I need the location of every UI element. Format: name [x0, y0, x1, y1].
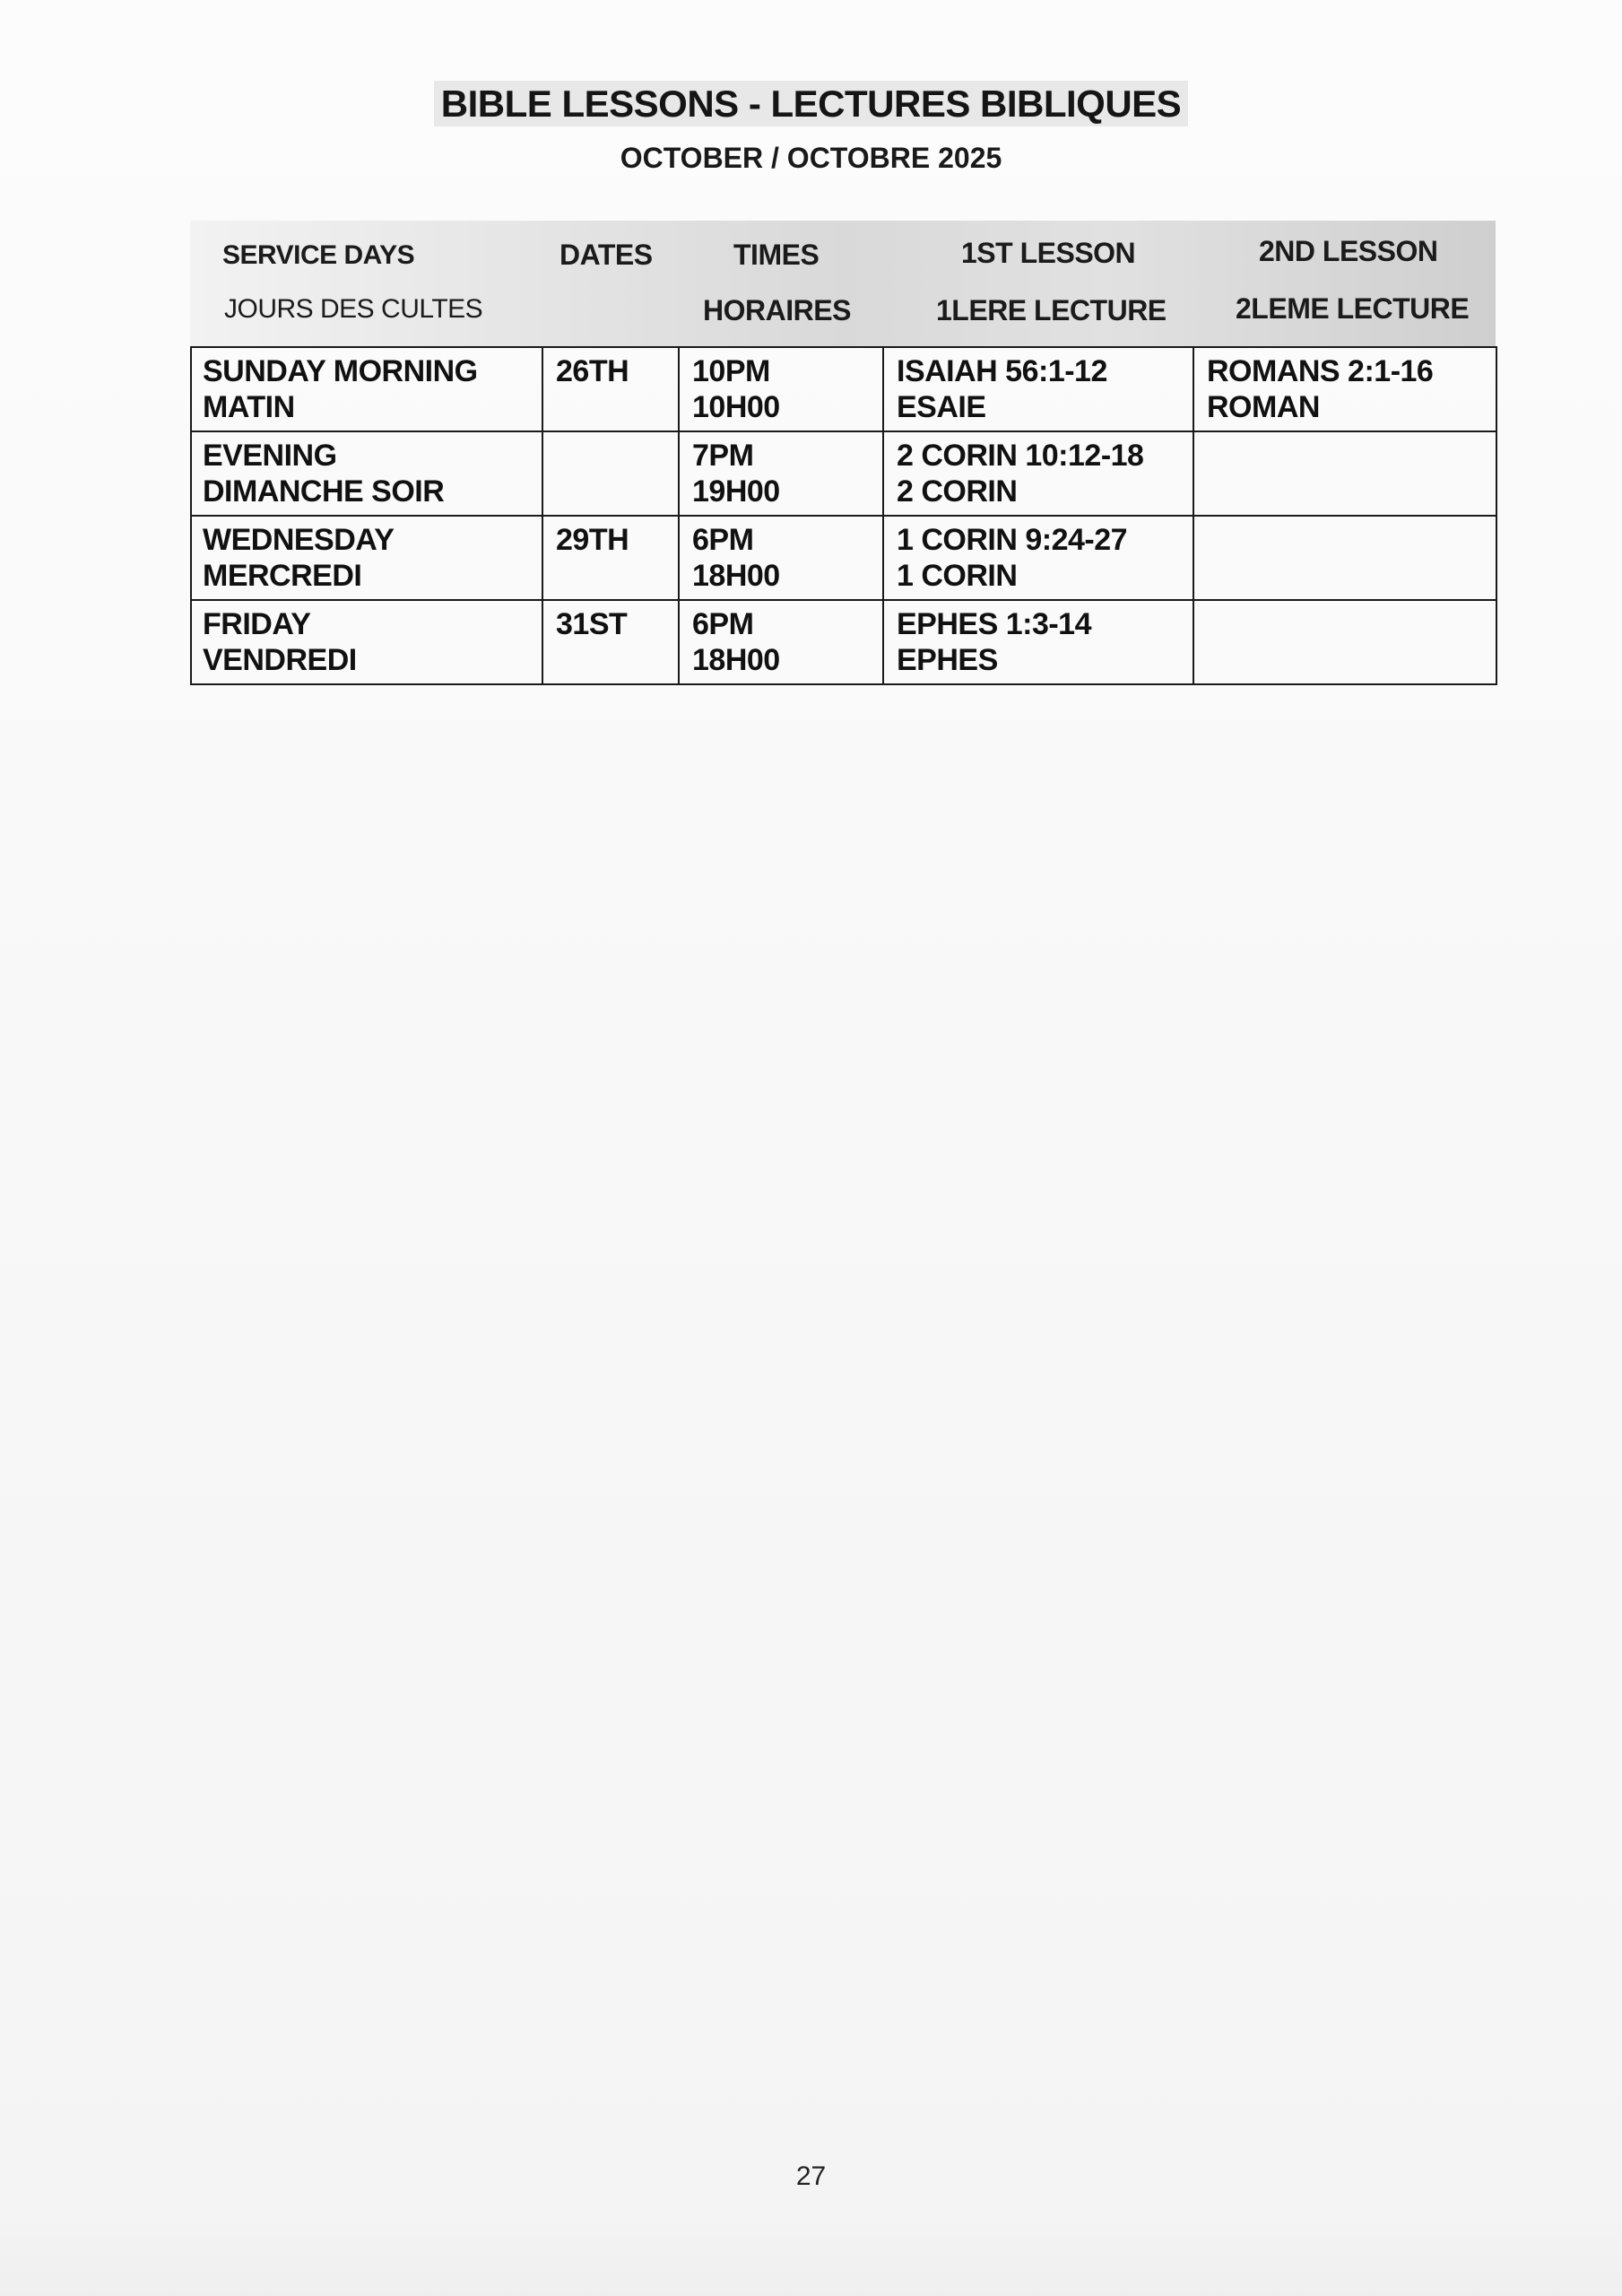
cell-service-day	[191, 431, 542, 516]
first-lesson-en: 1 CORIN 9:24-27	[897, 523, 1128, 557]
day-en: SUNDAY MORNING	[203, 354, 478, 388]
lessons-table	[190, 346, 1497, 685]
time-fr: 10H00	[692, 390, 780, 424]
day-en: WEDNESDAY	[203, 523, 395, 557]
cell-time	[679, 347, 883, 431]
table-row	[191, 431, 1496, 516]
time-en: 10PM	[692, 354, 770, 388]
header-times-fr: HORAIRES	[703, 294, 851, 326]
time-fr: 18H00	[692, 559, 780, 593]
header-service-days-fr: JOURS DES CULTES	[224, 294, 483, 324]
first-lesson-fr: ESAIE	[897, 390, 986, 424]
cell-date: 29TH	[542, 516, 679, 600]
cell-first-lesson	[883, 600, 1193, 684]
document-title	[0, 83, 1622, 126]
cell-service-day	[191, 600, 542, 684]
cell-date	[542, 431, 679, 516]
document-title-text: BIBLE LESSONS - LECTURES BIBLIQUES	[434, 81, 1188, 126]
header-second-lesson: 2ND LESSON	[1259, 235, 1438, 267]
header-first-lesson-fr: 1LERE LECTURE	[936, 294, 1167, 326]
cell-service-day	[191, 347, 542, 431]
first-lesson-en: ISAIAH 56:1-12	[897, 354, 1107, 388]
time-en: 6PM	[692, 607, 754, 641]
day-fr: MATIN	[203, 390, 295, 424]
header-second-lesson-fr: 2LEME LECTURE	[1236, 292, 1470, 325]
header-times: TIMES	[733, 239, 820, 271]
first-lesson-fr: 1 CORIN	[897, 559, 1018, 593]
page-edge-shadow	[0, 2206, 1622, 2296]
page-number: 27	[795, 2161, 827, 2191]
day-en: FRIDAY	[203, 607, 311, 641]
table-row	[191, 347, 1496, 431]
second-lesson-fr: ROMAN	[1207, 390, 1320, 424]
header-dates: DATES	[559, 239, 653, 271]
table-row	[191, 516, 1496, 600]
first-lesson-en: EPHES 1:3-14	[897, 607, 1091, 641]
first-lesson-fr: EPHES	[897, 643, 998, 677]
cell-service-day	[191, 516, 542, 600]
time-en: 7PM	[692, 439, 754, 473]
table-header	[190, 221, 1496, 348]
day-fr: MERCREDI	[203, 559, 362, 593]
cell-time	[679, 516, 883, 600]
cell-second-lesson	[1193, 516, 1496, 600]
cell-time	[679, 431, 883, 516]
cell-first-lesson	[883, 516, 1193, 600]
cell-second-lesson	[1193, 600, 1496, 684]
day-fr: VENDREDI	[203, 643, 357, 677]
time-fr: 18H00	[692, 643, 780, 677]
table-row	[191, 600, 1496, 684]
time-fr: 19H00	[692, 474, 780, 509]
cell-first-lesson	[883, 431, 1193, 516]
first-lesson-fr: 2 CORIN	[897, 474, 1018, 509]
time-en: 6PM	[692, 523, 754, 557]
first-lesson-en: 2 CORIN 10:12-18	[897, 439, 1144, 473]
cell-time	[679, 600, 883, 684]
document-subtitle: OCTOBER / OCTOBRE 2025	[620, 142, 1002, 174]
day-fr: DIMANCHE SOIR	[203, 474, 445, 509]
cell-second-lesson	[1193, 347, 1496, 431]
header-first-lesson: 1ST LESSON	[961, 237, 1136, 269]
cell-first-lesson	[883, 347, 1193, 431]
cell-date: 26TH	[542, 347, 679, 431]
day-en: EVENING	[203, 439, 337, 473]
header-service-days: SERVICE DAYS	[222, 240, 415, 270]
second-lesson-en: ROMANS 2:1-16	[1207, 354, 1434, 388]
cell-second-lesson	[1193, 431, 1496, 516]
cell-date: 31ST	[542, 600, 679, 684]
